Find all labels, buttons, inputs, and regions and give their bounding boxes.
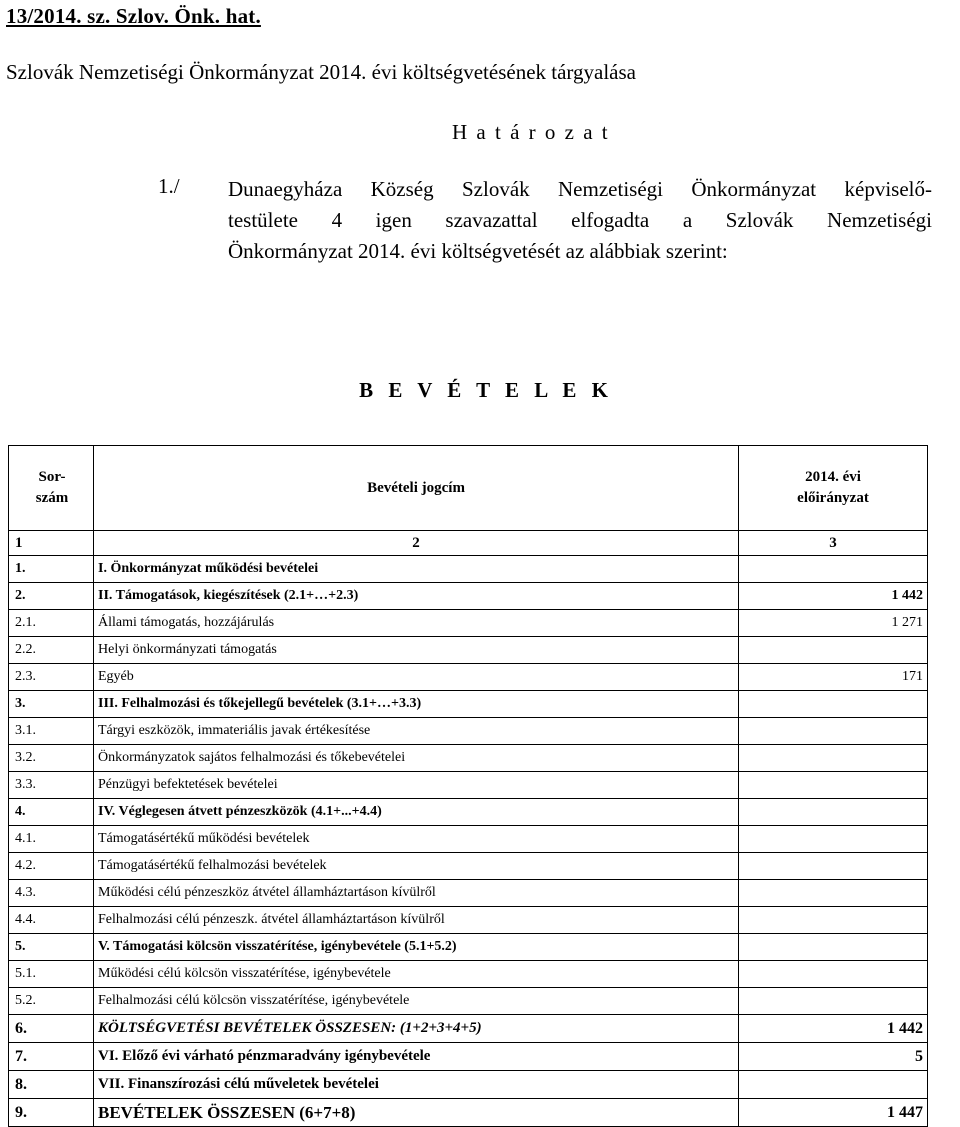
resolution-number: 13/2014. sz. Szlov. Önk. hat. bbox=[6, 4, 261, 28]
table-row bbox=[9, 691, 928, 718]
row-label: VII. Finanszírozási célú műveletek bevételei bbox=[94, 1071, 739, 1099]
table-index-row bbox=[9, 531, 928, 556]
row-label: KÖLTSÉGVETÉSI BEVÉTELEK ÖSSZESEN: (1+2+3+4+5) bbox=[94, 1015, 739, 1043]
row-value bbox=[739, 880, 928, 907]
row-label: IV. Véglegesen átvett pénzeszközök (4.1+...+4.4) bbox=[94, 799, 739, 826]
table-row bbox=[9, 1071, 928, 1099]
row-value bbox=[739, 988, 928, 1015]
table-row bbox=[9, 556, 928, 583]
revenue-table bbox=[8, 445, 928, 1127]
row-label: VI. Előző évi várható pénzmaradvány igénybevétele bbox=[94, 1043, 739, 1071]
table-row bbox=[9, 718, 928, 745]
row-number: 5. bbox=[9, 934, 94, 961]
row-value bbox=[739, 772, 928, 799]
row-label: Felhalmozási célú pénzeszk. átvétel államháztartáson kívülről bbox=[94, 907, 739, 934]
header-serial-number bbox=[9, 446, 94, 531]
index-cell-3: 3 bbox=[739, 531, 928, 556]
row-number: 7. bbox=[9, 1043, 94, 1071]
table-row bbox=[9, 880, 928, 907]
table-row bbox=[9, 961, 928, 988]
table-row bbox=[9, 799, 928, 826]
row-value bbox=[739, 718, 928, 745]
row-value bbox=[739, 907, 928, 934]
section-title: B E V É T E L E K bbox=[359, 378, 613, 402]
row-label: Támogatásértékű működési bevételek bbox=[94, 826, 739, 853]
paragraph-line-3: Önkormányzat 2014. évi költségvetését az alábbiak szerint: bbox=[228, 239, 728, 263]
table-row bbox=[9, 907, 928, 934]
table-row bbox=[9, 1015, 928, 1043]
row-number: 3.1. bbox=[9, 718, 94, 745]
row-label: Helyi önkormányzati támogatás bbox=[94, 637, 739, 664]
row-number: 4.1. bbox=[9, 826, 94, 853]
resolution-heading: H a t á r o z a t bbox=[452, 120, 610, 144]
row-label: Állami támogatás, hozzájárulás bbox=[94, 610, 739, 637]
table-row bbox=[9, 637, 928, 664]
row-label: Felhalmozási célú kölcsön visszatérítése, igénybevétele bbox=[94, 988, 739, 1015]
row-label: BEVÉTELEK ÖSSZESEN (6+7+8) bbox=[94, 1099, 739, 1127]
row-value bbox=[739, 853, 928, 880]
table-row bbox=[9, 853, 928, 880]
index-cell-2: 2 bbox=[94, 531, 739, 556]
table-row bbox=[9, 745, 928, 772]
row-value bbox=[739, 826, 928, 853]
table-row bbox=[9, 772, 928, 799]
row-number: 5.2. bbox=[9, 988, 94, 1015]
row-value: 1 442 bbox=[739, 1015, 928, 1043]
row-value: 1 447 bbox=[739, 1099, 928, 1127]
row-number: 3.3. bbox=[9, 772, 94, 799]
resolution-paragraph bbox=[228, 174, 932, 267]
row-number: 6. bbox=[9, 1015, 94, 1043]
row-label: Támogatásértékű felhalmozási bevételek bbox=[94, 853, 739, 880]
row-number: 4. bbox=[9, 799, 94, 826]
table-header-row bbox=[9, 446, 928, 531]
row-label: Önkormányzatok sajátos felhalmozási és tőkebevételei bbox=[94, 745, 739, 772]
row-label: V. Támogatási kölcsön visszatérítése, igénybevétele (5.1+5.2) bbox=[94, 934, 739, 961]
row-value bbox=[739, 745, 928, 772]
header-serial-line-1: Sor- bbox=[38, 469, 66, 485]
row-label: Egyéb bbox=[94, 664, 739, 691]
row-value bbox=[739, 1071, 928, 1099]
row-number: 2.2. bbox=[9, 637, 94, 664]
table-row bbox=[9, 1043, 928, 1071]
row-value bbox=[739, 691, 928, 718]
table-row bbox=[9, 610, 928, 637]
table-row bbox=[9, 826, 928, 853]
table-row bbox=[9, 664, 928, 691]
header-appropriation-line-2: előirányzat bbox=[797, 490, 869, 506]
row-number: 4.2. bbox=[9, 853, 94, 880]
index-cell-1: 1 bbox=[9, 531, 94, 556]
row-value bbox=[739, 556, 928, 583]
row-number: 2. bbox=[9, 583, 94, 610]
row-value: 171 bbox=[739, 664, 928, 691]
row-number: 3.2. bbox=[9, 745, 94, 772]
table-row bbox=[9, 988, 928, 1015]
table-row bbox=[9, 583, 928, 610]
row-value: 5 bbox=[739, 1043, 928, 1071]
row-label: II. Támogatások, kiegészítések (2.1+…+2.3) bbox=[94, 583, 739, 610]
row-value bbox=[739, 961, 928, 988]
row-number: 4.4. bbox=[9, 907, 94, 934]
paragraph-line-1: Dunaegyháza Község Szlovák Nemzetiségi Önkormányzat képviselő- bbox=[228, 177, 932, 201]
row-number: 2.3. bbox=[9, 664, 94, 691]
row-label: Tárgyi eszközök, immateriális javak értékesítése bbox=[94, 718, 739, 745]
header-appropriation-line-1: 2014. évi bbox=[805, 469, 861, 485]
paragraph-line-2: testülete 4 igen szavazattal elfogadta a Szlovák Nemzetiségi bbox=[228, 208, 932, 232]
row-value bbox=[739, 637, 928, 664]
item-number: 1./ bbox=[158, 174, 180, 198]
row-value bbox=[739, 799, 928, 826]
row-number: 4.3. bbox=[9, 880, 94, 907]
row-label: Működési célú pénzeszköz átvétel államháztartáson kívülről bbox=[94, 880, 739, 907]
row-number: 1. bbox=[9, 556, 94, 583]
header-serial-line-2: szám bbox=[35, 490, 69, 506]
table-row bbox=[9, 1099, 928, 1127]
row-value: 1 271 bbox=[739, 610, 928, 637]
table-row bbox=[9, 934, 928, 961]
header-revenue-title: Bevételi jogcím bbox=[94, 446, 739, 531]
subject-line: Szlovák Nemzetiségi Önkormányzat 2014. évi költségvetésének tárgyalása bbox=[6, 60, 636, 84]
row-label: I. Önkormányzat működési bevételei bbox=[94, 556, 739, 583]
row-label: Pénzügyi befektetések bevételei bbox=[94, 772, 739, 799]
row-value bbox=[739, 934, 928, 961]
row-label: III. Felhalmozási és tőkejellegű bevételek (3.1+…+3.3) bbox=[94, 691, 739, 718]
row-label: Működési célú kölcsön visszatérítése, igénybevétele bbox=[94, 961, 739, 988]
row-number: 5.1. bbox=[9, 961, 94, 988]
header-appropriation bbox=[739, 446, 928, 531]
row-value: 1 442 bbox=[739, 583, 928, 610]
row-number: 3. bbox=[9, 691, 94, 718]
row-number: 8. bbox=[9, 1071, 94, 1099]
row-number: 2.1. bbox=[9, 610, 94, 637]
row-number: 9. bbox=[9, 1099, 94, 1127]
